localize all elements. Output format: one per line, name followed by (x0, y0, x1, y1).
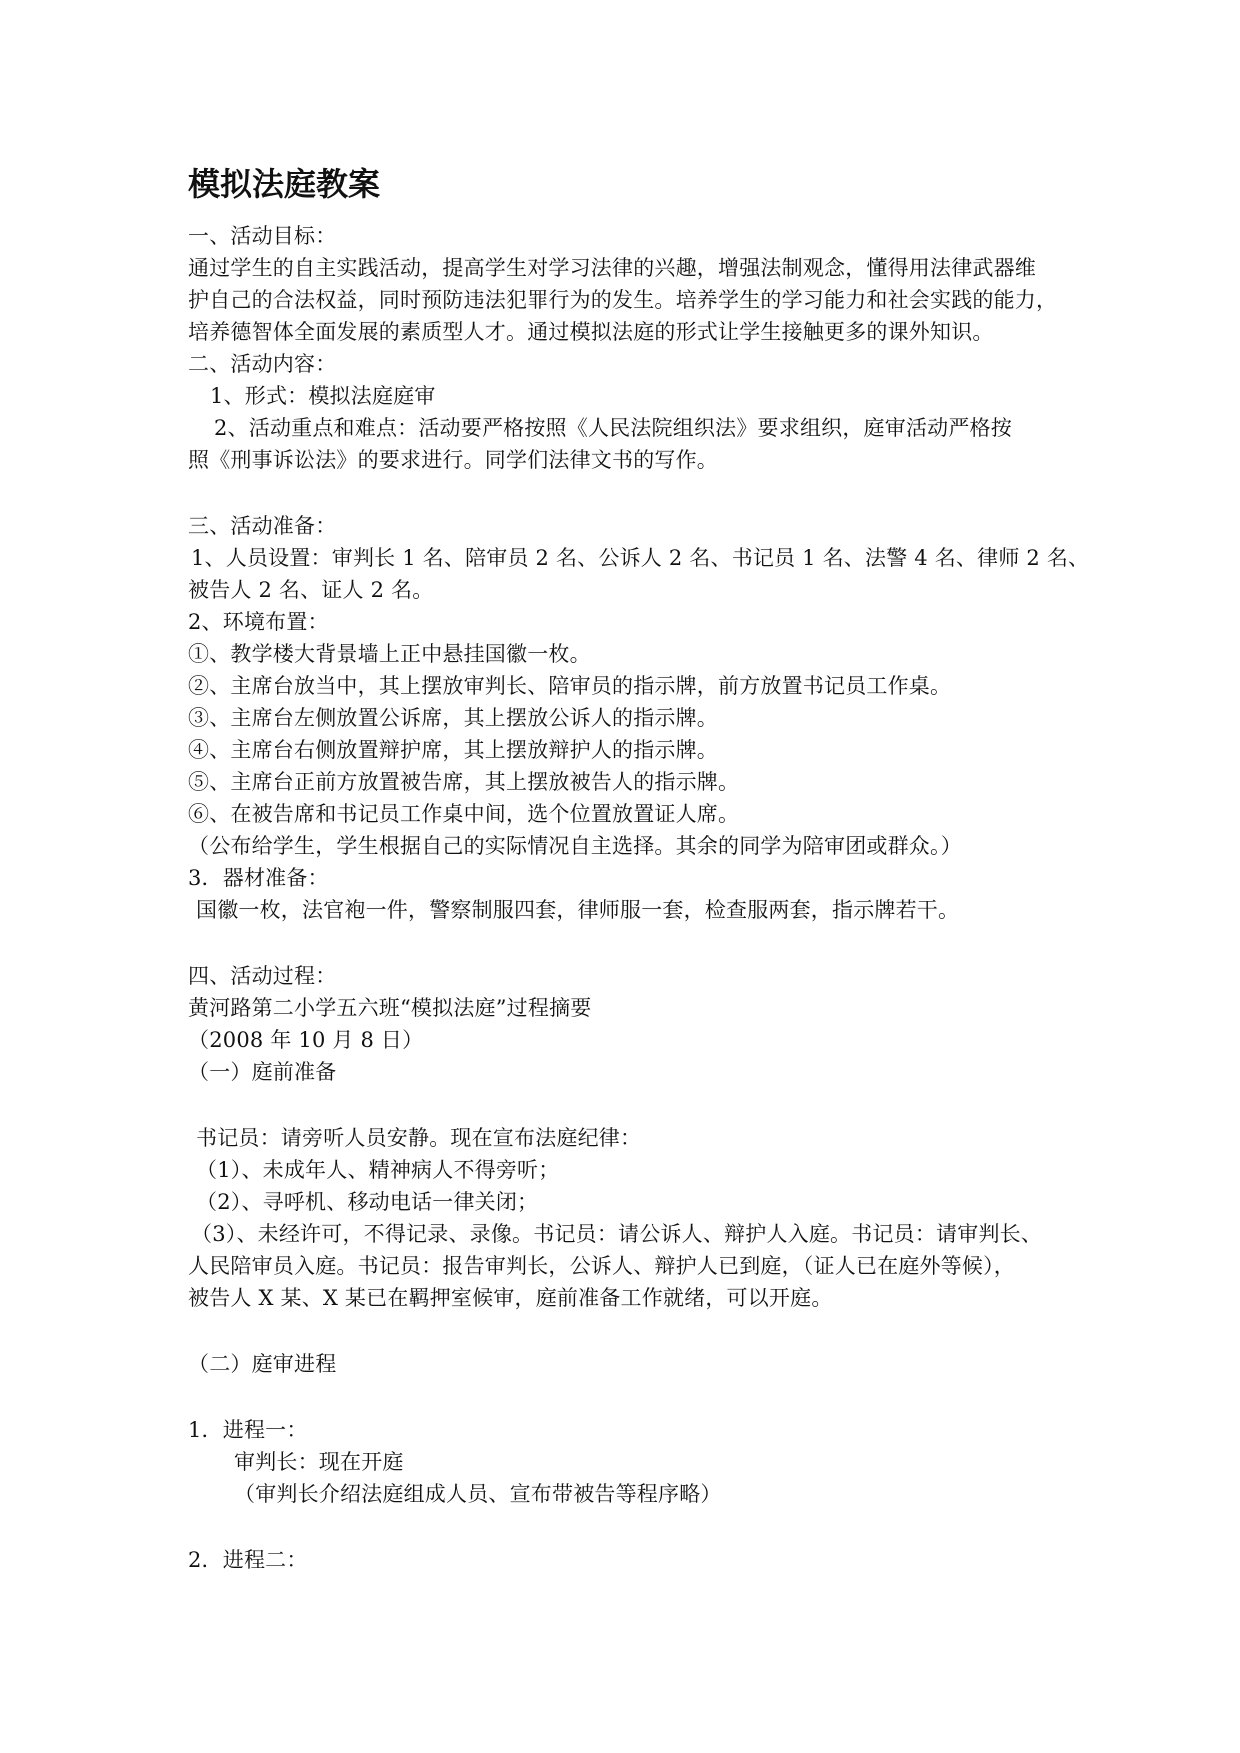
paragraph-line: 被告人 2 名、证人 2 名。 (188, 578, 434, 602)
section-heading-goals: 一、活动目标： (188, 224, 337, 248)
list-item: ③、主席台左侧放置公诉席，其上摆放公诉人的指示牌。 (188, 706, 718, 730)
paragraph-line: （3）、未经许可，不得记录、录像。书记员：请公诉人、辩护人入庭。书记员：请审判长、 (191, 1222, 1043, 1246)
paragraph-line: 培养德智体全面发展的素质型人才。通过模拟法庭的形式让学生接触更多的课外知识。 (188, 320, 994, 344)
paragraph-line: 被告人 X 某、X 某已在羁押室候审，庭前准备工作就绪，可以开庭。 (188, 1286, 833, 1310)
subsection-heading: （二）庭审进程 (188, 1352, 337, 1376)
paragraph-line: 审判长：现在开庭 (234, 1450, 404, 1474)
paragraph-line: 黄河路第二小学五六班“模拟法庭”过程摘要 (188, 996, 592, 1020)
list-item: ⑥、在被告席和书记员工作桌中间，选个位置放置证人席。 (188, 802, 740, 826)
list-item: 2．进程二： (188, 1548, 308, 1572)
list-item: ⑤、主席台正前方放置被告席，其上摆放被告人的指示牌。 (188, 770, 740, 794)
list-item: （1）、未成年人、精神病人不得旁听； (196, 1158, 560, 1182)
list-item: ④、主席台右侧放置辩护席，其上摆放辩护人的指示牌。 (188, 738, 718, 762)
paragraph-line: 护自己的合法权益，同时预防违法犯罪行为的发生。培养学生的学习能力和社会实践的能力， (188, 288, 1058, 312)
list-item: 2、环境布置： (188, 610, 329, 634)
paragraph-line: （审判长介绍法庭组成人员、宣布带被告等程序略） (234, 1482, 722, 1506)
list-item: 3．器材准备： (188, 866, 329, 890)
paragraph-line: 照《刑事诉讼法》的要求进行。同学们法律文书的写作。 (188, 448, 718, 472)
document-title: 模拟法庭教案 (188, 165, 381, 203)
paragraph-line: 人民陪审员入庭。书记员：报告审判长，公诉人、辩护人已到庭，（证人已在庭外等候）， (188, 1254, 1015, 1278)
date-line: （2008 年 10 月 8 日） (188, 1028, 424, 1052)
list-item: （2）、寻呼机、移动电话一律关闭； (196, 1190, 539, 1214)
paragraph-line: 国徽一枚，法官袍一件，警察制服四套，律师服一套，检查服两套，指示牌若干。 (196, 898, 960, 922)
section-heading-process: 四、活动过程： (188, 964, 337, 988)
list-item: 1、形式：模拟法庭庭审 (210, 384, 436, 408)
list-item: 2、活动重点和难点：活动要严格按照《人民法院组织法》要求组织，庭审活动严格按 (214, 416, 1012, 440)
list-item: 1．进程一： (188, 1418, 308, 1442)
list-item: ①、教学楼大背景墙上正中悬挂国徽一枚。 (188, 642, 591, 666)
section-heading-preparation: 三、活动准备： (188, 514, 337, 538)
paragraph-line: 通过学生的自主实践活动，提高学生对学习法律的兴趣，增强法制观念，懂得用法律武器维 (188, 256, 1036, 280)
paragraph-line: （公布给学生，学生根据自己的实际情况自主选择。其余的同学为陪审团或群众。） (188, 834, 962, 858)
paragraph-line: 书记员：请旁听人员安静。现在宣布法庭纪律： (196, 1126, 642, 1150)
subsection-heading: （一）庭前准备 (188, 1060, 337, 1084)
list-item: ②、主席台放当中，其上摆放审判长、陪审员的指示牌，前方放置书记员工作桌。 (188, 674, 952, 698)
section-heading-content: 二、活动内容： (188, 352, 337, 376)
list-item: 1、人员设置：审判长 1 名、陪审员 2 名、公诉人 2 名、书记员 1 名、法警 4 名、律师 2 名、 (191, 546, 1090, 570)
